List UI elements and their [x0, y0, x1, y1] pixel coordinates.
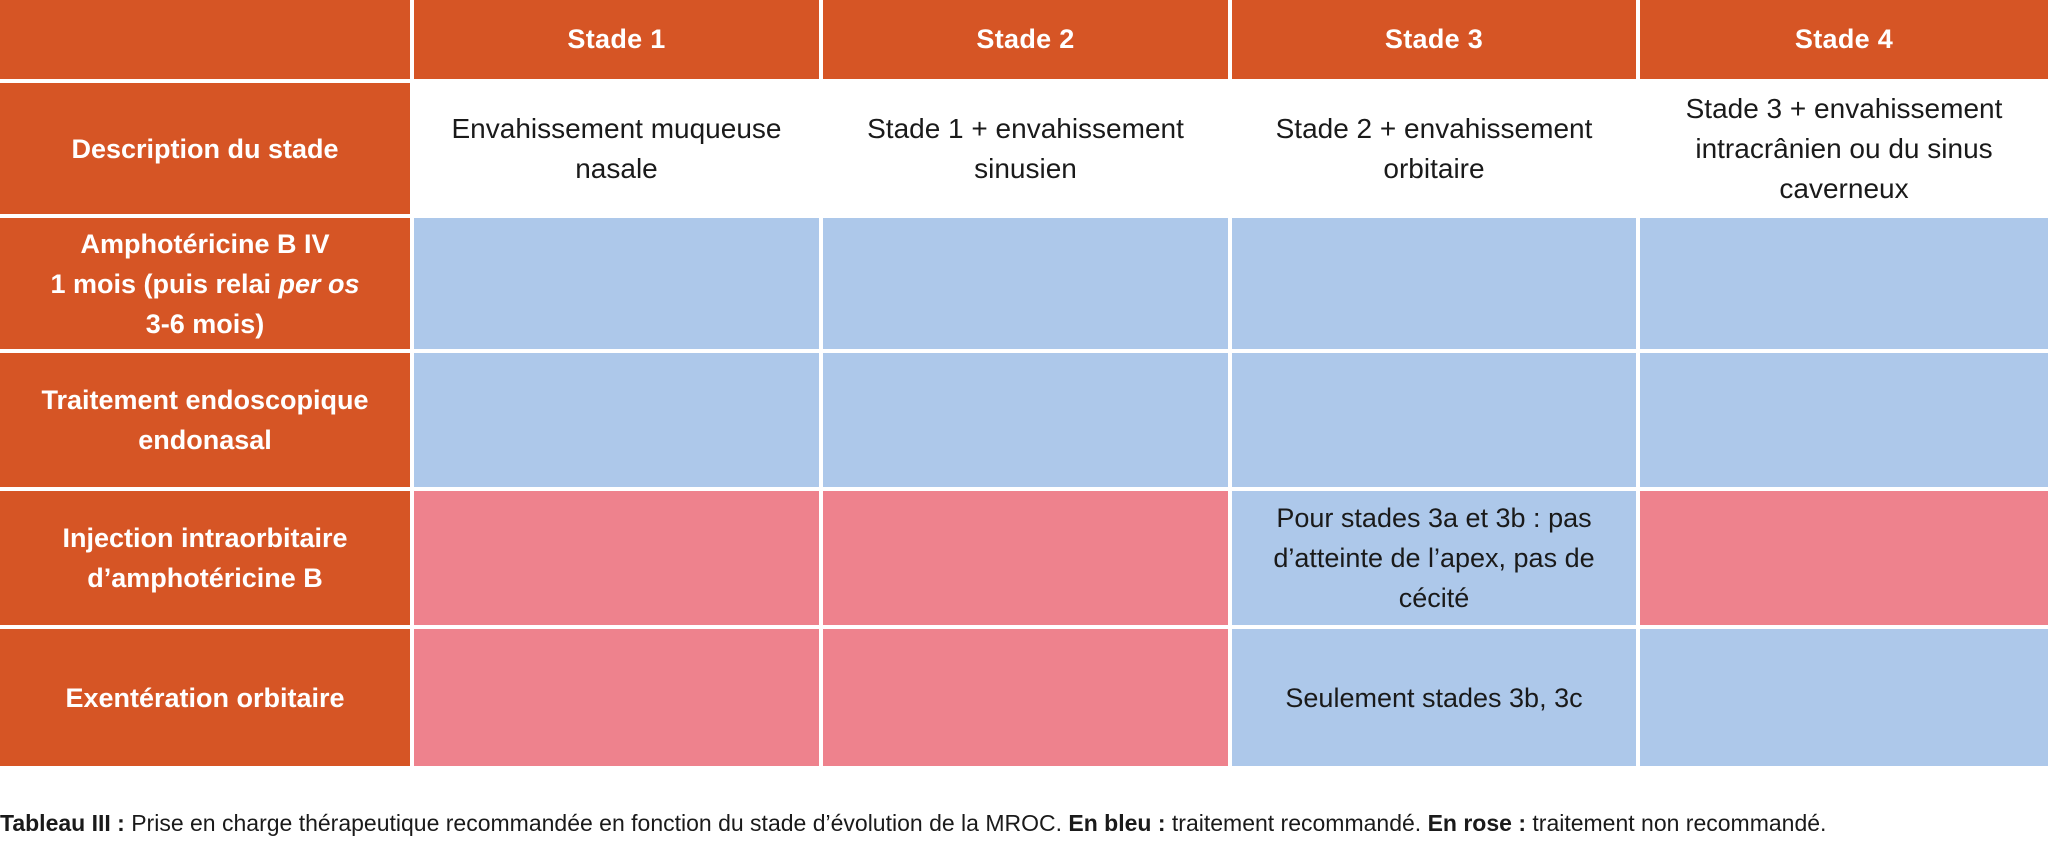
amphotericine-label-per-os: per os: [278, 268, 360, 299]
description-stage-1: Envahissement muqueuse nasale: [414, 83, 819, 214]
description-stage-2: Stade 1 + envahissement sinusien: [823, 83, 1228, 214]
amphotericine-stage-1: [414, 218, 819, 349]
header-stage-1: Stade 1: [414, 0, 819, 79]
amphotericine-label-line3: 3-6 mois): [145, 308, 265, 339]
endoscopique-stage-2: [823, 353, 1228, 487]
row-label-description: Description du stade: [0, 83, 410, 214]
description-stage-3: Stade 2 + envahissement orbitaire: [1232, 83, 1636, 214]
amphotericine-label-line1: Amphotéricine B IV: [80, 228, 330, 259]
caption-label: Tableau III :: [0, 810, 125, 836]
exenteration-stage-2: [823, 629, 1228, 766]
exenteration-stage-1: [414, 629, 819, 766]
injection-stage-3: Pour stades 3a et 3b : pas d’atteinte de l’apex, pas de cécité: [1232, 491, 1636, 625]
header-corner-cell: [0, 0, 410, 79]
amphotericine-stage-3: [1232, 218, 1636, 349]
table-caption: [0, 806, 2040, 840]
endoscopique-stage-1: [414, 353, 819, 487]
amphotericine-label-line2: 1 mois (puis relai: [50, 268, 279, 299]
caption-pink-label: En rose :: [1427, 810, 1526, 836]
row-label-amphotericine-iv: [0, 218, 410, 349]
caption-text-2: traitement recommandé.: [1165, 810, 1428, 836]
row-label-exenteration: Exentération orbitaire: [0, 629, 410, 766]
endoscopique-stage-3: [1232, 353, 1636, 487]
endoscopique-stage-4: [1640, 353, 2048, 487]
exenteration-stage-3: Seulement stades 3b, 3c: [1232, 629, 1636, 766]
header-stage-4: Stade 4: [1640, 0, 2048, 79]
caption-blue-label: En bleu :: [1068, 810, 1166, 836]
injection-stage-1: [414, 491, 819, 625]
amphotericine-label-text: [50, 224, 359, 344]
caption-text-3: traitement non recommandé.: [1526, 810, 1827, 836]
injection-stage-4: [1640, 491, 2048, 625]
exenteration-stage-4: [1640, 629, 2048, 766]
header-stage-2: Stade 2: [823, 0, 1228, 79]
caption-text-1: Prise en charge thérapeutique recommandée en fonction du stade d’évolution de la MROC.: [124, 810, 1069, 836]
amphotericine-stage-2: [823, 218, 1228, 349]
description-stage-4: Stade 3 + envahissement intracrânien ou du sinus caverneux: [1640, 83, 2048, 214]
row-label-injection-intraorbitaire: Injection intraorbitaire d’amphotéricine B: [0, 491, 410, 625]
amphotericine-stage-4: [1640, 218, 2048, 349]
injection-stage-2: [823, 491, 1228, 625]
header-stage-3: Stade 3: [1232, 0, 1636, 79]
row-label-endoscopique: Traitement endoscopique endonasal: [0, 353, 410, 487]
